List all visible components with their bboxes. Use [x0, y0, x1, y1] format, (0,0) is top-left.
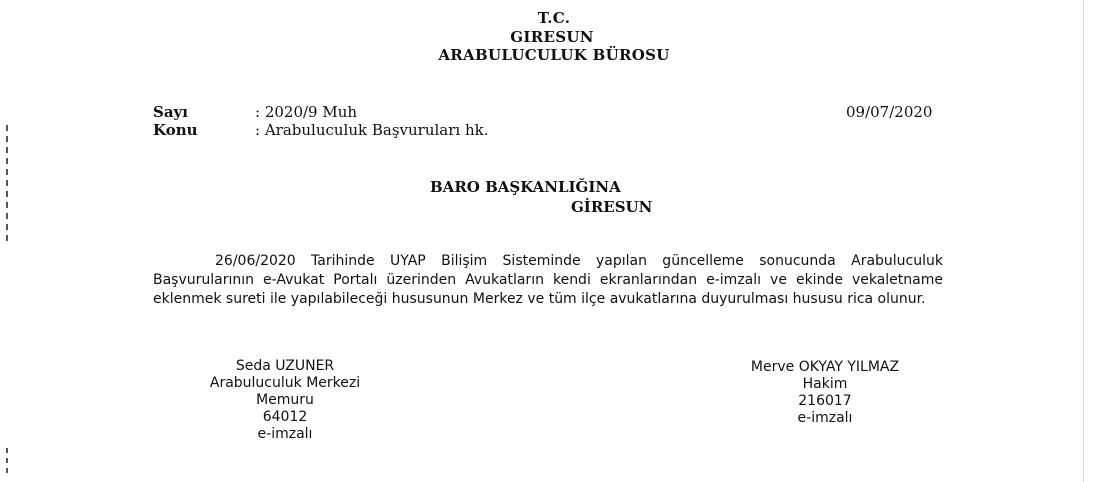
- signer-status: e-imzalı: [257, 426, 313, 442]
- signer-name: Seda UZUNER: [235, 358, 335, 374]
- signer-title-2: Memuru: [256, 392, 314, 408]
- scan-edge-line: [1083, 0, 1084, 482]
- signer-name: Merve OKYAY YILMAZ: [750, 359, 900, 375]
- recipient-line2: GİRESUN: [571, 198, 653, 216]
- sayi-label: Sayı: [153, 103, 188, 121]
- signature-right: [700, 359, 950, 427]
- signer-title: Hakim: [802, 376, 848, 392]
- signer-id: 64012: [262, 409, 308, 425]
- document-date: 09/07/2020: [846, 103, 933, 121]
- signer-title: Arabuluculuk Merkezi: [209, 375, 361, 391]
- signature-left: [180, 358, 390, 443]
- scan-edge-mark: [6, 125, 8, 245]
- body-paragraph: 26/06/2020 Tarihinde UYAP Bilişim Sisteminde yapılan güncelleme sonucunda Arabuluculuk Başvurularının e-Avukat Portalı üzerinden Avukatların kendi ekranlarından e-imzalı ve ekinde vekaletname eklenmek sureti ile yapılabileceği hususunun Merkez ve tüm ilçe avukatlarına duyurulması hususu rica olunur.: [153, 253, 943, 307]
- sayi-value: : 2020/9 Muh: [255, 103, 358, 121]
- header-office: ARABULUCULUK BÜROSU: [438, 46, 670, 64]
- header-tc: T.C.: [537, 9, 571, 27]
- signer-id: 216017: [798, 393, 852, 409]
- header-city: GIRESUN: [510, 28, 594, 46]
- recipient-line1: BARO BAŞKANLIĞINA: [430, 178, 621, 196]
- konu-value: : Arabuluculuk Başvuruları hk.: [255, 121, 489, 139]
- konu-label: Konu: [153, 121, 198, 139]
- scan-edge-mark-lower: [6, 448, 8, 478]
- signer-status: e-imzalı: [797, 410, 853, 426]
